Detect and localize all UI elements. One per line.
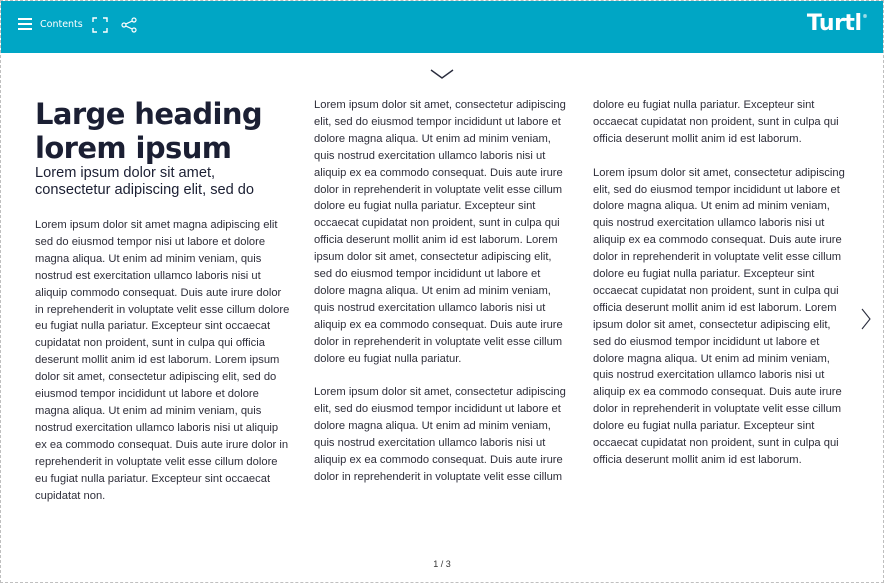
turtl-logo	[807, 11, 867, 36]
fullscreen-icon	[92, 17, 108, 33]
article-column-3	[593, 97, 849, 469]
chevron-right-icon	[860, 308, 872, 330]
hamburger-icon	[18, 18, 32, 30]
logo-text: Turtl	[806, 11, 862, 36]
fullscreen-button[interactable]	[92, 17, 108, 33]
subheading: Lorem ipsum dolor sit amet, consectetur adipiscing elit, sed do	[35, 165, 255, 197]
next-page-button[interactable]	[860, 308, 872, 330]
page-title: Large heading lorem ipsum	[35, 97, 263, 165]
share-button[interactable]	[121, 17, 137, 33]
page-indicator: 1 / 3	[433, 559, 451, 569]
contents-menu-button[interactable]	[18, 18, 83, 30]
body-paragraph: Lorem ipsum dolor sit amet, consectetur adipiscing elit, sed do eiusmod tempor incididunt ut labore et dolore magna aliqua. Ut enim ad minim veniam, quis nostrud exercitation ullamco laboris nisi ut aliquip ex ea commodo consequat. Duis aute irure dolor in reprehenderit in voluptate velit esse cillum	[314, 386, 566, 483]
share-icon	[121, 17, 137, 33]
article-column-1	[35, 97, 291, 504]
registered-mark: ®	[862, 14, 867, 20]
body-paragraph: Lorem ipsum dolor sit amet, consectetur adipiscing elit, sed do eiusmod tempor incididunt ut labore et dolore magna aliqua. Ut enim ad minim veniam, quis nostrud exercitation ullamco laboris nisi ut aliquip ex ea commodo consequat. Duis aute irure dolor in reprehenderit in voluptate velit esse cillum dolore eu fugiat nulla pariatur. Excepteur sint occaecat cupidatat non proident, sunt in culpa qui officia deserunt mollit anim id est laborum. Lorem ipsum dolor sit amet, consectetur adipiscing elit, sed do eiusmod tempor incididunt ut labore et dolore magna aliqua. Ut enim ad minim veniam, quis nostrud exercitation ullamco laboris nisi ut aliquip ex ea commodo consequat. Duis aute irure dolor in reprehenderit in voluptate velit esse cillum dolore eu fugiat nulla pariatur. Excepteur sint occaecat cupidatat non proident, sunt in culpa qui officia deserunt mollit anim id est laborum.	[593, 166, 845, 467]
body-paragraph: dolore eu fugiat nulla pariatur. Excepteur sint occaecat cupidatat non proident, sunt in culpa qui officia deserunt mollit anim id est laborum.	[593, 99, 839, 145]
body-paragraph: Lorem ipsum dolor sit amet, consectetur adipiscing elit, sed do eiusmod tempor incididunt ut labore et dolore magna aliqua. Ut enim ad minim veniam, quis nostrud exercitation ullamco laboris nisi ut aliquip ex ea commodo consequat. Duis aute irure dolor in reprehenderit in voluptate velit esse cillum dolore eu fugiat nulla pariatur. Excepteur sint occaecat cupidatat non proident, sunt in culpa qui officia deserunt mollit anim id est laborum. Lorem ipsum dolor sit amet, consectetur adipiscing elit, sed do eiusmod tempor incididunt ut labore et dolore magna aliqua. Ut enim ad minim veniam, quis nostrud exercitation ullamco laboris nisi ut aliquip ex ea commodo consequat. Duis aute irure dolor in reprehenderit in voluptate velit esse cillum dolore eu fugiat nulla pariatur.	[314, 99, 566, 365]
contents-label: Contents	[40, 18, 83, 30]
article-column-2	[314, 97, 570, 486]
body-paragraph: Lorem ipsum dolor sit amet magna adipiscing elit sed do eiusmod tempor nisi ut labore et dolore magna aliqua. Ut enim ad minim veniam, quis nostrud est exercitation ullamco laboris nisi ut aliquip commodo consequat. Duis aute irure dolor in reprehenderit in voluptate velit esse cillum dolore eu fugiat nulla pariatur. Excepteur sint occaecat cupidatat non proident, sunt in culpa qui officia deserunt mollit anim id est laborum. Lorem ipsum dolor sit amet, consectetur adipiscing elit, sed do eiusmod tempor incididunt ut labore et dolore magna aliqua. Ut enim ad minim veniam, quis nostrud exercitation ullamco laboris nisi ut aliquip ex ea commodo consequat. Duis aute irure dolor in reprehenderit in voluptate velit esse cillum dolore eu fugiat nulla pariatur. Excepteur sint occaecat cupidatat non.	[35, 219, 290, 502]
top-bar	[1, 1, 883, 53]
scroll-down-button[interactable]	[430, 65, 454, 77]
chevron-down-icon	[430, 68, 454, 80]
